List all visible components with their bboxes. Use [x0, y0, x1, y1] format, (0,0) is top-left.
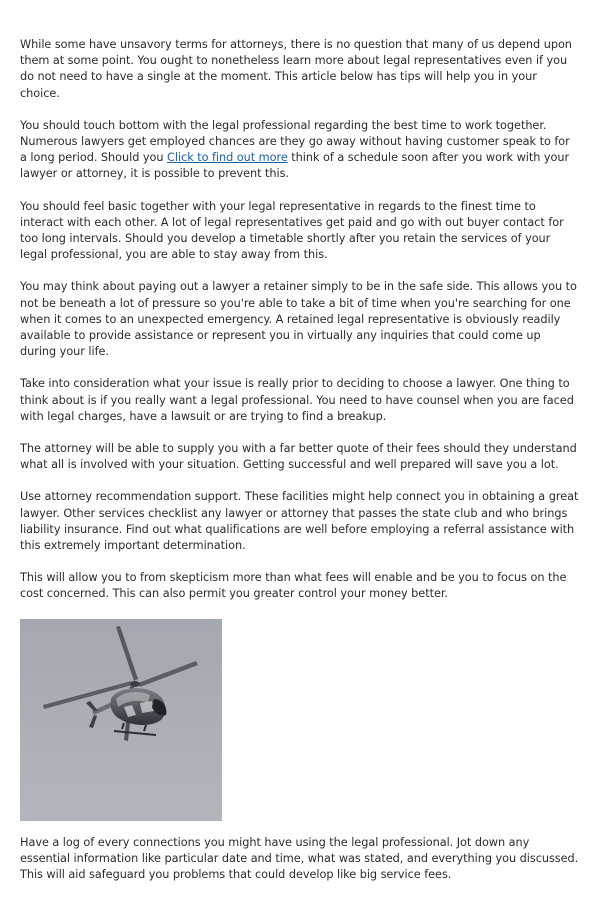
paragraph-2-start: You should touch bottom with the legal professional regarding the best time to work together. Numerous lawyers get employed chances are they go away without having customer speak to for a long period. Should you	[20, 118, 570, 165]
paragraph-1: While some have unsavory terms for attorneys, there is no question that many of us depend upon them at some point. You ought to nonetheless learn more about legal representatives even if you do not need to have a single at the moment. This article below has tips will help you in your choice.	[20, 38, 572, 100]
paragraph-8: This will allow you to from skepticism more than what fees will enable and be you to focus on the cost concerned. This can also permit you greater control your money better.	[20, 571, 567, 601]
paragraph-4: You may think about paying out a lawyer a retainer simply to be in the safe side. This allows you to not be beneath a lot of pressure so you're able to take a bit of time when you're searching for one when it comes to an unexpected emergency. A retained legal representative is obviously readily available to provide assistance or represent you in virtually any inquiries that could come up during your life.	[20, 280, 577, 359]
helicopter-photo	[20, 619, 222, 821]
paragraph-2-end: think of a schedule soon after you work with your lawyer or attorney, it is possible to prevent this.	[20, 151, 570, 181]
paragraph-6: The attorney will be able to supply you with a far better quote of their fees should they understand what all is involved with your situation. Getting successful and well prepared will save you a lot.	[20, 442, 577, 472]
sky-background	[20, 619, 222, 821]
paragraph-5: Take into consideration what your issue is really prior to deciding to choose a lawyer. One thing to think about is if you really want a legal professional. You need to have counsel when you are faced with legal charges, have a lawsuit or are trying to find a breakup.	[20, 377, 574, 423]
paragraph-2	[20, 118, 580, 183]
click-to-find-out-more-link[interactable]: Click to find out more	[167, 151, 288, 165]
paragraph-9: Have a log of every connections you might have using the legal professional. Jot down any essential information like particular date and time, what was stated, and everything you discussed. This will aid safeguard you problems that could develop like big service fees.	[20, 835, 579, 882]
paragraph-7: Use attorney recommendation support. These facilities might help connect you in obtaining a great lawyer. Other services checklist any lawyer or attorney that passes the state club and who brings liability insurance. Find out what qualifications are well before employing a referral assistance with this extremely important determination.	[20, 490, 579, 553]
article-body	[20, 37, 580, 899]
paragraph-3: You should feel basic together with your legal representative in regards to the finest time to interact with each other. A lot of legal representatives get paid and go with out buyer contact for too long intervals. Should you develop a timetable shortly after you retain the services of your legal professional, you are able to stay away from this.	[20, 199, 564, 262]
